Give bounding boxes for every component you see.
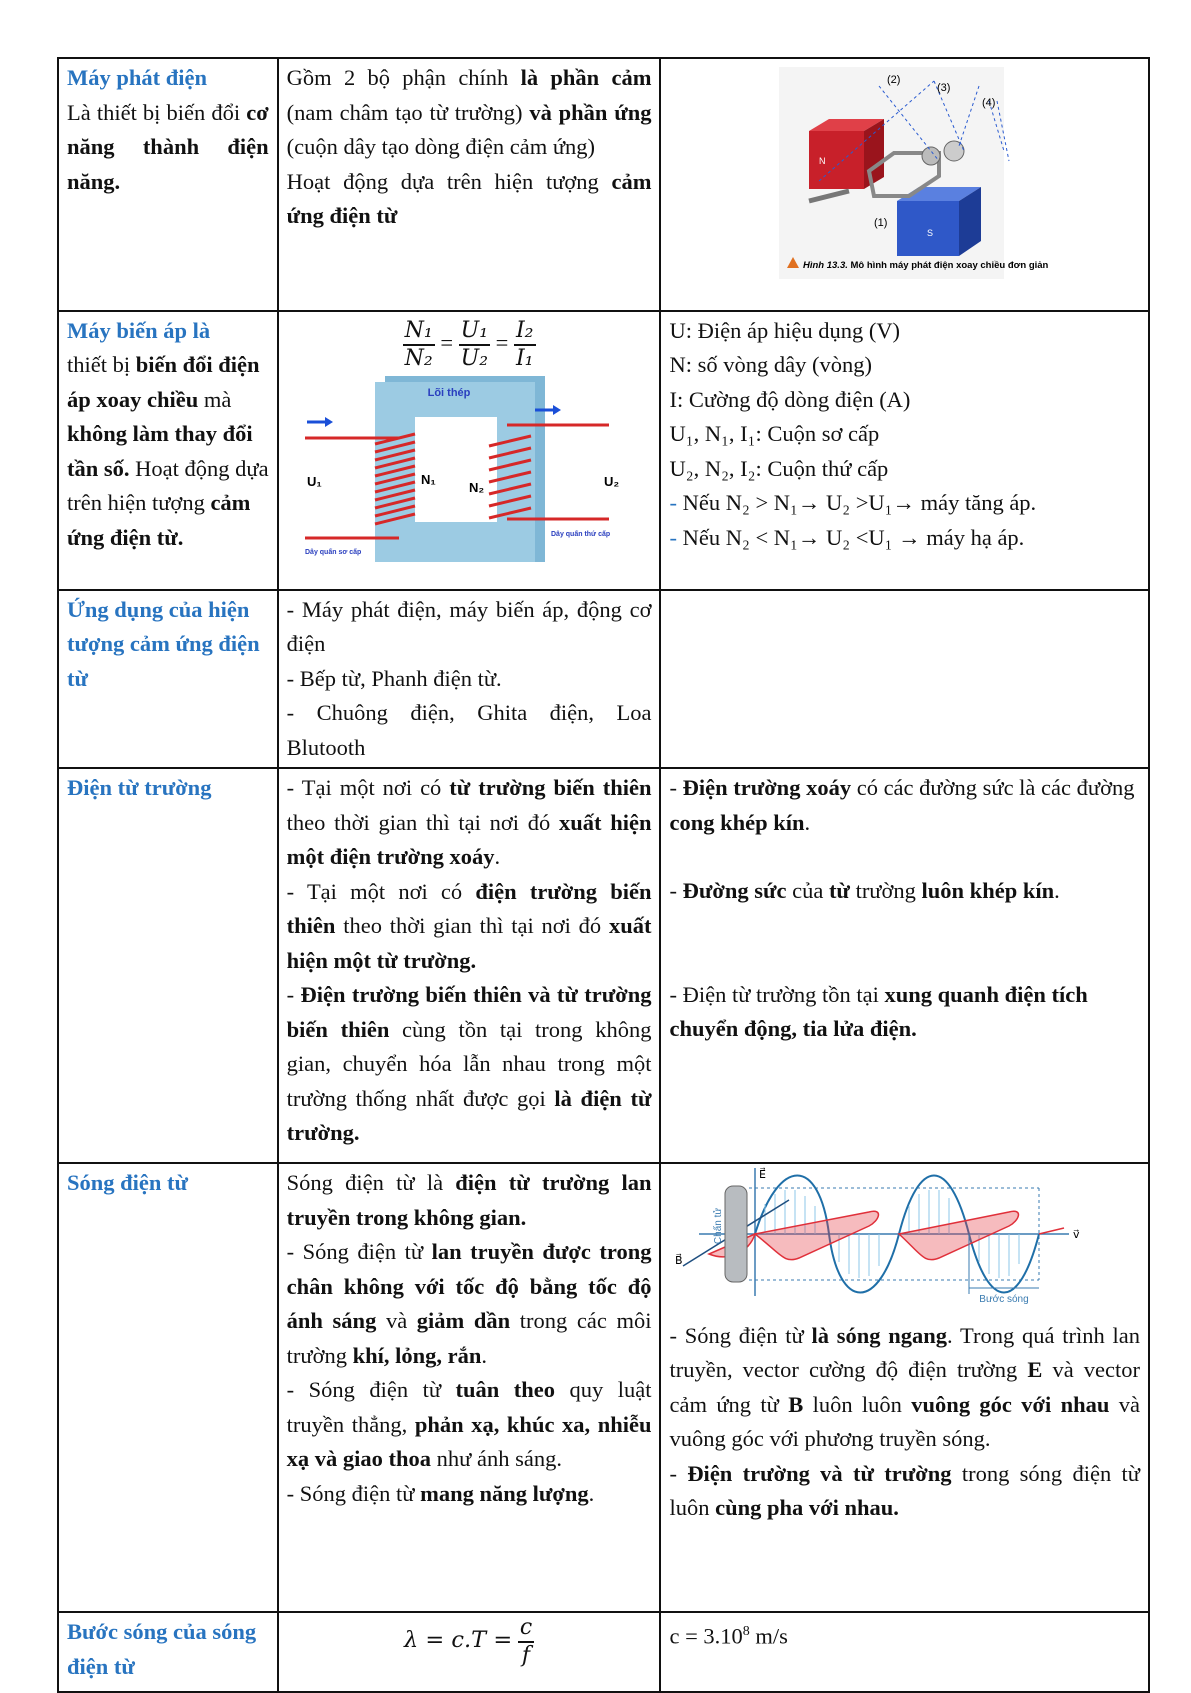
text-line: U: Điện áp hiệu dụng (V): [669, 317, 901, 343]
table-row-generator: [58, 58, 1149, 311]
row-heading: Ứng dụng của hiện tượng cảm ứng điện từ: [67, 596, 260, 691]
text-segment: luôn luôn: [803, 1391, 912, 1417]
v-vector-label: v⃗: [1073, 1229, 1080, 1241]
text-line: - Máy phát điện, máy biến áp, động cơ điện: [286, 596, 652, 656]
text-segment: và vector cảm ứng từ: [669, 1357, 1140, 1417]
caption-prefix: Hình 13.3.: [803, 260, 849, 271]
text-segment: khí, lỏng, rắn: [352, 1342, 482, 1368]
text-segment: biến đổi điện áp xoay chiều: [67, 352, 260, 412]
row-heading: Máy phát điện: [67, 65, 208, 90]
text-line: I: Cường độ dòng điện (A): [669, 386, 911, 412]
transformer-legend-cell: [660, 311, 1149, 590]
generator-title-cell: [58, 58, 278, 311]
magnet-north: [809, 131, 864, 189]
label-3: (3): [937, 82, 951, 94]
text-segment: - Tại một nơi có: [286, 775, 450, 800]
transformer-title-cell: [58, 311, 278, 590]
e-vector-label: E⃗: [759, 1169, 767, 1181]
text-segment: .: [1054, 878, 1060, 903]
text-segment: cùng pha với nhau.: [715, 1495, 899, 1520]
text-segment: Hoạt động dựa trên hiện tượng: [286, 168, 612, 194]
text-line: - Nếu N₂ < N₁→ U₂ <U₁ → máy hạ áp.: [669, 524, 1025, 550]
dipole-label: Chấn tử: [713, 1207, 725, 1245]
text-segment: - Sóng điện từ: [669, 1322, 812, 1348]
em-wave-description-cell: [278, 1163, 661, 1612]
figure-caption: Mô hình máy phát điện xoay chiều đơn giản: [851, 260, 1049, 271]
formula-denominator: f: [521, 1643, 531, 1668]
row-heading: Máy biến áp là: [67, 317, 211, 343]
em-note: [669, 771, 1140, 840]
formula-eq: =: [495, 329, 509, 355]
label-n1: N₁: [420, 471, 436, 487]
row-heading: Bước sóng của sóng điện từ: [67, 1619, 257, 1679]
text-segment: cơ năng thành điện năng.: [67, 99, 269, 194]
text-segment: xuất hiện một điện trường xoáy: [286, 809, 652, 869]
text-segment: Điện trường biến thiên và từ trường biến thiên: [286, 982, 652, 1042]
table-row-em-wave: [58, 1163, 1149, 1612]
paragraph: [287, 978, 652, 1151]
paragraph: [287, 1235, 652, 1373]
table-row-transformer: [58, 311, 1149, 590]
text-segment: .: [494, 844, 501, 869]
wavelength-formula-lhs: λ = c.T =: [404, 1627, 513, 1654]
svg-text:Hình 13.3. Mô hình máy phát đi: [803, 260, 1049, 271]
text-segment: thiết bị: [67, 352, 136, 377]
paragraph: [287, 771, 652, 875]
formula-i1: I₁: [515, 345, 534, 371]
text-line: U₂, N₂, I₂: Cuộn thứ cấp: [669, 455, 889, 481]
text-segment: - Sóng điện từ: [286, 1377, 456, 1402]
dipole-antenna: [725, 1186, 747, 1282]
text-segment: lan truyền được trong chân không với tốc độ bằng tốc độ ánh sáng: [286, 1239, 652, 1333]
text-segment: B: [788, 1391, 804, 1417]
text-segment: quy luật truyền thẳng,: [286, 1377, 652, 1437]
text-segment: điện trường biến thiên: [286, 878, 652, 938]
text-segment: .: [588, 1480, 595, 1506]
text-segment: của: [786, 878, 829, 903]
em-wave-diagram: [669, 1166, 1129, 1308]
table-row-applications: [58, 590, 1149, 769]
paragraph: [287, 1373, 652, 1477]
paragraph: [287, 1477, 652, 1512]
em-wave-title-cell: [58, 1163, 278, 1612]
text-segment: theo thời gian thì tại nơi đó: [335, 913, 609, 938]
text-segment: . Trong quá trình lan truyền, vector cường độ điện trường: [669, 1322, 1140, 1382]
text-segment: là sóng ngang: [811, 1322, 948, 1348]
text-segment: Sóng điện từ là: [286, 1170, 456, 1195]
label-4: (4): [982, 97, 996, 109]
text-segment: xuất hiện một từ trường.: [286, 913, 652, 973]
text-segment: theo thời gian thì tại nơi đó: [286, 809, 559, 835]
applications-title-cell: [58, 590, 278, 769]
text-segment: luôn khép kín: [921, 878, 1055, 903]
text-segment: -: [669, 1460, 688, 1486]
formula-n2: N₂: [404, 345, 433, 371]
wavelength-label: Bước sóng: [979, 1294, 1030, 1305]
generator-description-cell: [278, 58, 661, 311]
text-segment: Gồm 2 bộ phận chính: [286, 65, 521, 90]
text-segment: điện từ trường lan truyền trong không gian.: [286, 1170, 652, 1230]
label-n2: N₂: [468, 479, 484, 495]
text-segment: và: [376, 1308, 417, 1333]
text-segment: - Điện từ trường tồn tại: [669, 981, 885, 1007]
text-segment: Điện trường xoáy: [682, 775, 852, 800]
text-line: - Chuông điện, Ghita điện, Loa Blutooth: [286, 700, 652, 760]
text-segment: là phần cảm: [520, 65, 652, 90]
secondary-coil-label: Dây quấn thứ cấp: [550, 530, 610, 538]
primary-coil-label: Dây quấn sơ cấp: [304, 548, 361, 556]
text-segment: cảm ứng điện từ: [286, 168, 652, 228]
text-line: U₁, N₁, I₁: Cuộn sơ cấp: [669, 421, 880, 446]
wavelength-formula-cell: [278, 1612, 661, 1692]
text-segment: Hoạt động dựa trên hiện tượng: [67, 455, 269, 515]
text-segment: không làm thay đổi tần số.: [67, 421, 253, 481]
generator-diagram: [669, 61, 1139, 297]
text-line: N: số vòng dây (vòng): [669, 352, 872, 377]
text-segment: -: [669, 878, 683, 903]
wavelength-title-cell: [58, 1612, 278, 1692]
text-segment: có các đường sức là các đường: [851, 775, 1135, 800]
label-n: N: [819, 156, 826, 166]
text-segment: E: [1027, 1357, 1043, 1382]
em-field-description-cell: [278, 768, 661, 1163]
row-heading: Sóng điện từ: [67, 1170, 189, 1195]
text-segment: giảm dần: [416, 1308, 511, 1333]
core-label: Lõi thép: [427, 386, 471, 399]
text-segment: trong sóng điện từ luôn: [669, 1460, 1140, 1520]
text-segment: phản xạ, khúc xa, nhiễu xạ và giao thoa: [286, 1411, 652, 1471]
text-segment: từ trường biến thiên: [449, 775, 652, 800]
text-segment: tuân theo: [455, 1377, 556, 1402]
text-segment: cùng tồn tại trong không gian, chuyển hóa lẫn nhau trong một trường thống nhất được gọi: [286, 1016, 652, 1111]
bullet-dash: -: [669, 524, 683, 550]
text-segment: và phần ứng: [529, 99, 652, 125]
table-row-electromagnetic-field: [58, 768, 1149, 1163]
text-segment: (nam châm tạo từ trường): [286, 99, 530, 125]
text-segment: - Tại một nơi có: [286, 878, 476, 904]
label-1: (1): [874, 217, 888, 229]
formula-u2: U₂: [460, 345, 489, 371]
em-wave-notes-cell: [660, 1163, 1149, 1612]
em-wave-note: [669, 1457, 1140, 1526]
applications-empty-cell: [660, 590, 1149, 769]
text-segment: từ: [828, 878, 850, 903]
formula-eq: =: [440, 329, 454, 355]
formula-u1: U₁: [459, 318, 490, 346]
transformer-formula: [279, 318, 660, 372]
paragraph: [287, 875, 652, 979]
text-segment: xung quanh điện tích chuyển động, tia lửa điện.: [669, 981, 1088, 1041]
table-row-wavelength: [58, 1612, 1149, 1692]
applications-list-cell: [278, 590, 661, 769]
em-note: [669, 978, 1140, 1047]
text-segment: là điện từ trường.: [286, 1085, 652, 1145]
text-segment: như ánh sáng.: [431, 1446, 562, 1471]
text-segment: vuông góc với nhau: [911, 1391, 1110, 1417]
text-segment: và vuông góc với phương truyền sóng.: [669, 1391, 1140, 1451]
paragraph: [287, 1166, 652, 1235]
summary-table: [57, 57, 1150, 1693]
text-segment: Là thiết bị biến đổi: [67, 99, 247, 125]
b-vector-label: B⃗: [675, 1255, 684, 1267]
text-segment: -: [286, 982, 301, 1007]
light-speed-value: c = 3.10: [669, 1623, 743, 1649]
text-segment: trường: [849, 878, 922, 903]
formula-i2: I₂: [514, 318, 536, 346]
label-u2: U₂: [603, 473, 619, 489]
text-segment: Điện trường và từ trường: [687, 1460, 952, 1486]
bullet-dash: -: [669, 490, 683, 515]
light-speed-cell: [660, 1612, 1149, 1692]
text-segment: Đường sức: [682, 878, 787, 903]
transformer-diagram: [279, 372, 659, 562]
text-segment: -: [669, 775, 683, 800]
text-segment: .: [481, 1342, 488, 1368]
text-line: - Bếp từ, Phanh điện từ.: [286, 665, 502, 691]
text-segment: (cuộn dây tạo dòng điện cảm ứng): [286, 134, 596, 159]
row-heading: Điện từ trường: [67, 775, 212, 800]
text-segment: - Sóng điện từ: [286, 1239, 432, 1264]
light-speed-unit: m/s: [749, 1623, 788, 1649]
formula-n1: N₁: [403, 318, 435, 346]
text-segment: cong khép kín: [669, 809, 805, 835]
text-segment: cảm ứng điện từ.: [67, 490, 251, 550]
em-wave-note: [669, 1319, 1140, 1457]
label-2: (2): [887, 74, 901, 86]
text-line: - Nếu N₂ > N₁→ U₂ >U₁→ máy tăng áp.: [669, 490, 1037, 515]
generator-figure-cell: [660, 58, 1149, 311]
text-segment: mang năng lượng: [420, 1480, 589, 1506]
em-note: [669, 874, 1140, 909]
text-segment: - Sóng điện từ: [286, 1480, 421, 1506]
text-segment: .: [804, 809, 811, 835]
em-field-notes-cell: [660, 768, 1149, 1163]
text-segment: mà: [198, 386, 232, 412]
light-speed-exponent: 8: [742, 1624, 750, 1639]
transformer-figure-cell: [278, 311, 661, 590]
label-s: S: [927, 228, 934, 238]
formula-numerator: c: [518, 1615, 534, 1643]
text-segment: trong các môi trường: [286, 1308, 652, 1368]
em-field-title-cell: [58, 768, 278, 1163]
label-u1: U₁: [306, 473, 322, 489]
